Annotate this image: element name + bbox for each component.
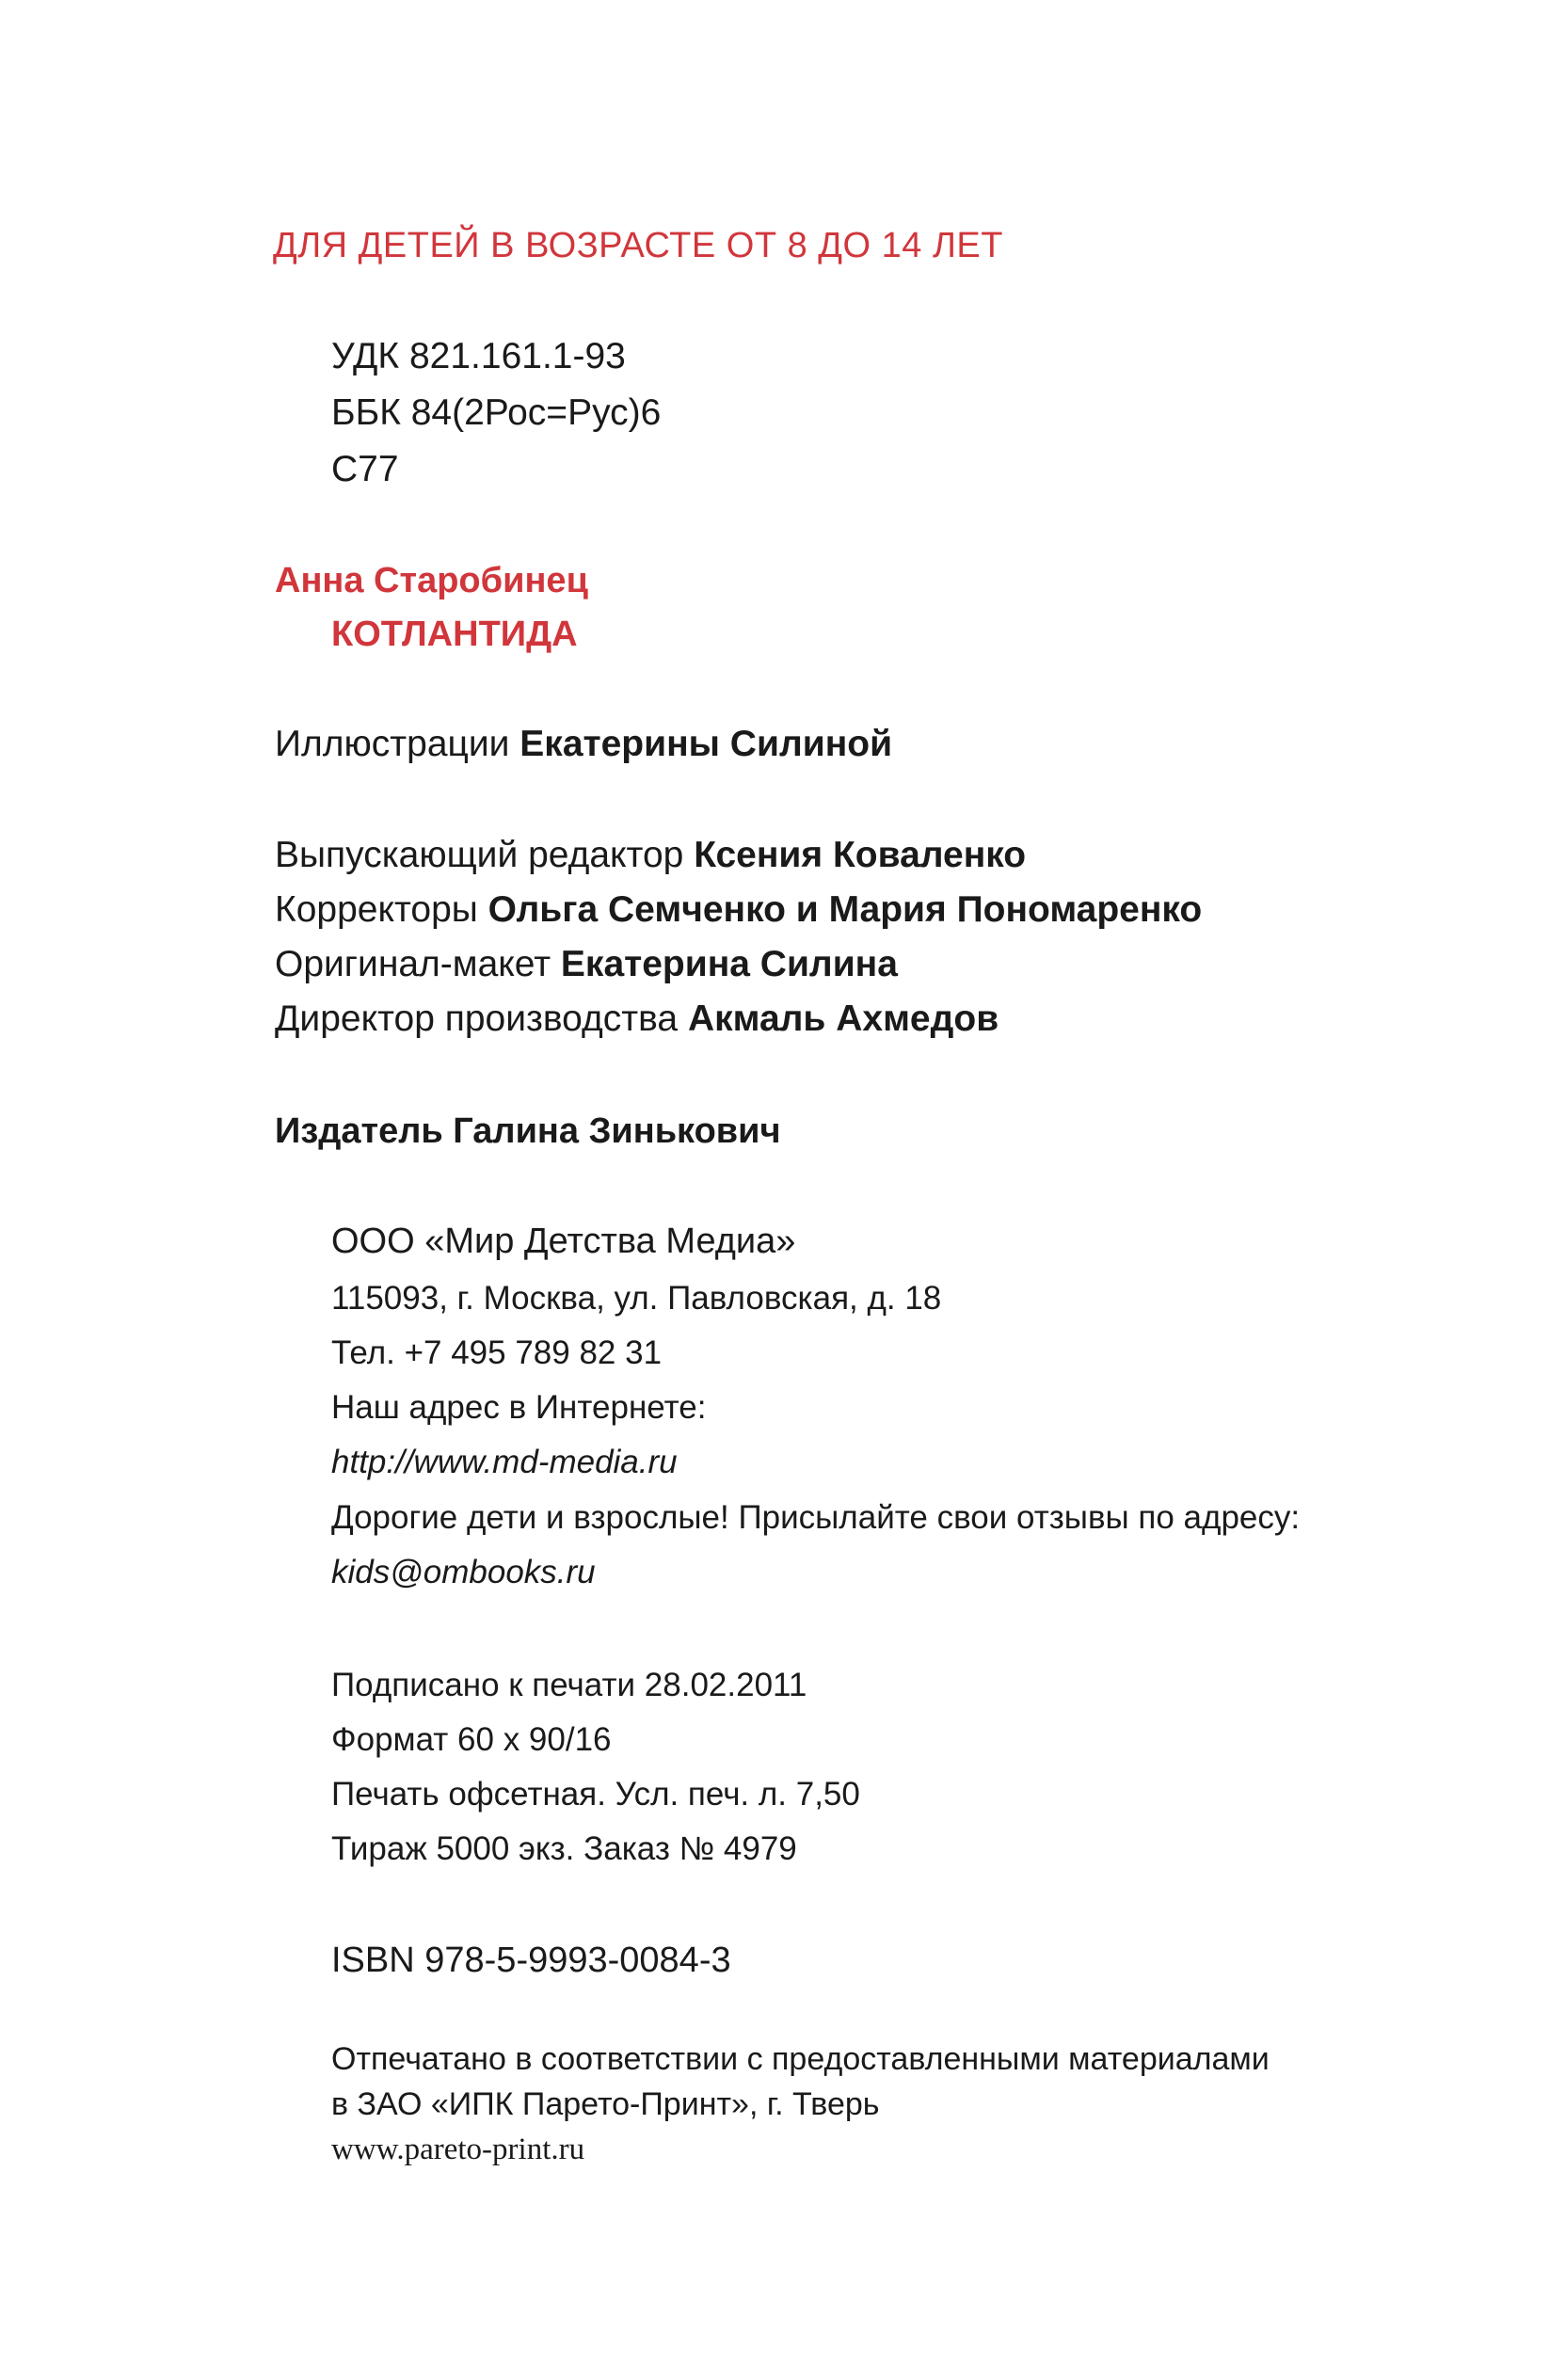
organization-address: 115093, г. Москва, ул. Павловская, д. 18 (331, 1280, 942, 1317)
credit-editor (275, 835, 1026, 876)
print-signed-date: Подписано к печати 28.02.2011 (331, 1667, 807, 1703)
print-circulation: Тираж 5000 экз. Заказ № 4979 (331, 1830, 797, 1867)
reviews-label: Дорогие дети и взрослые! Присылайте свои отзывы по адресу: (331, 1499, 1301, 1536)
print-format: Формат 60 x 90/16 (331, 1721, 612, 1758)
print-type: Печать офсетная. Усл. печ. л. 7,50 (331, 1776, 860, 1813)
organization-phone: Тел. +7 495 789 82 31 (331, 1334, 663, 1371)
isbn: ISBN 978-5-9993-0084-3 (331, 1941, 731, 1980)
credit-correctors-label: Корректоры (275, 889, 478, 930)
website-label: Наш адрес в Интернете: (331, 1389, 707, 1426)
credit-illustrations-label: Иллюстрации (275, 724, 510, 764)
credit-layout-label: Оригинал-макет (275, 944, 551, 984)
credit-illustrations (275, 724, 892, 765)
udk-index: УДК 821.161.1-93 (331, 336, 626, 376)
age-rating: ДЛЯ ДЕТЕЙ В ВОЗРАСТЕ ОТ 8 ДО 14 ЛЕТ (273, 226, 1003, 265)
credit-illustrations-name: Екатерины Силиной (519, 724, 893, 764)
credit-director-name: Акмаль Ахмедов (687, 998, 999, 1039)
credit-editor-name: Ксения Коваленко (694, 835, 1027, 875)
organization-name: ООО «Мир Детства Медиа» (331, 1222, 796, 1261)
book-title: КОТЛАНТИДА (331, 615, 578, 654)
printer-website-link[interactable]: www.pareto-print.ru (331, 2132, 585, 2166)
credit-director (275, 998, 999, 1040)
credit-correctors (275, 889, 1202, 931)
printer-line-1: Отпечатано в соответствии с предоставленными материалами (331, 2041, 1270, 2077)
credit-correctors-name: Ольга Семченко и Мария Пономаренко (487, 889, 1203, 930)
credit-layout (275, 944, 898, 985)
credit-director-label: Директор производства (275, 998, 679, 1039)
credit-layout-name: Екатерина Силина (560, 944, 898, 984)
publisher-name: Издатель Галина Зинькович (275, 1111, 781, 1151)
bbk-index: ББК 84(2Рос=Рус)6 (331, 392, 662, 433)
printer-line-2: в ЗАО «ИПК Парето-Принт», г. Тверь (331, 2086, 880, 2122)
reviews-email-link[interactable]: kids@ombooks.ru (331, 1554, 596, 1590)
author-mark: С77 (331, 449, 399, 489)
website-link[interactable]: http://www.md-media.ru (331, 1444, 678, 1480)
book-author: Анна Старобинец (275, 561, 588, 600)
credit-editor-label: Выпускающий редактор (275, 835, 684, 875)
